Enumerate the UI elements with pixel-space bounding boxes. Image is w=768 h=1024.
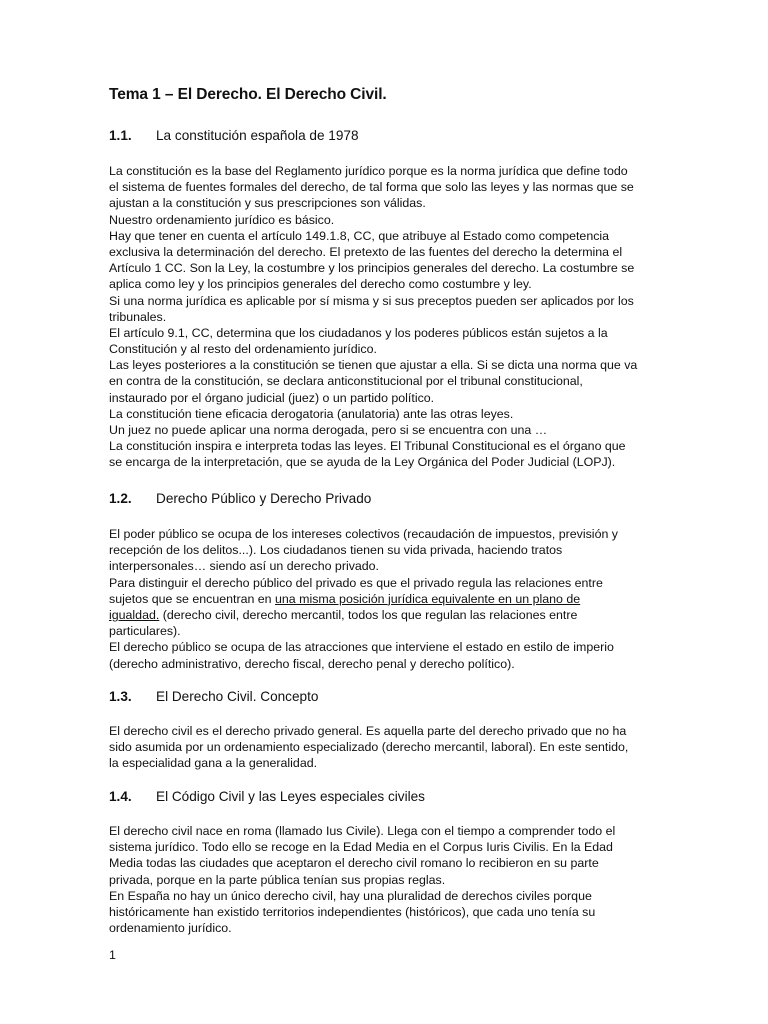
paragraph-line: ordenamiento jurídico. [109,921,232,936]
section-title: La constitución española de 1978 [156,128,359,143]
paragraph-text: sujetos que se encuentran en [109,591,276,606]
page-number: 1 [109,948,116,962]
section-body-1-3 [109,723,649,772]
paragraph-line: recepción de los delitos...). Los ciudadanos tienen su vida privada, haciendo tratos [109,543,563,558]
paragraph-line: El derecho civil es el derecho privado general. Es aquella parte del derecho privado que no ha [109,724,627,738]
paragraph-line: tribunales. [109,309,167,324]
section-title: El Derecho Civil. Concepto [156,689,319,704]
section-heading-1-3 [109,689,318,704]
paragraph-line: Media todas las ciudades que aceptaron el derecho civil romano lo recibieron en su parte [109,856,599,871]
section-heading-1-1 [109,128,359,143]
paragraph-line: se encarga de la interpretación, que se ayuda de la Ley Orgánica del Poder Judicial (LOPJ). [109,455,616,470]
paragraph-line: El derecho civil nace en roma (llamado Ius Civile). Llega con el tiempo a comprender todo el [109,824,616,838]
paragraph-line: El artículo 9.1, CC, determina que los ciudadanos y los poderes públicos están sujetos a la [109,325,608,340]
paragraph-line: el sistema de fuentes formales del derecho, de tal forma que solo las leyes y las normas que se [109,180,634,195]
paragraph-line: históricamente han existido territorios independientes (históricos), que cada uno tenía su [109,904,596,919]
paragraph-line-mixed [109,591,649,607]
paragraph-line: El poder público se ocupa de los intereses colectivos (recaudación de impuestos, previsión y [109,527,618,541]
paragraph-line: en contra de la constitución, se declara anticonstitucional por el tribunal constitucional, [109,374,583,389]
paragraph-line: La constitución tiene eficacia derogatoria (anulatoria) ante las otras leyes. [109,406,514,421]
section-body-1-4 [109,823,649,936]
paragraph-line: exclusiva la determinación del derecho. El pretexto de las fuentes del derecho la determina el [109,244,623,259]
paragraph-line: sistema jurídico. Todo ello se recoge en la Edad Media en el Corpus Iuris Civilis. En la Edad [109,840,613,855]
paragraph-line: particulares). [109,624,181,639]
paragraph-line: El derecho público se ocupa de las atracciones que interviene el estado en estilo de imperio [109,640,614,655]
section-number: 1.3. [109,689,132,704]
underlined-text: igualdad. [109,607,160,622]
paragraph-line: Un juez no puede aplicar una norma derogada, pero si se encuentra con una … [109,423,548,437]
section-heading-1-4 [109,789,425,804]
section-heading-1-2 [109,491,371,506]
paragraph-line: Hay que tener en cuenta el artículo 149.1.8, CC, que atribuye al Estado como competencia [109,228,610,243]
paragraph-line: La constitución inspira e interpreta todas las leyes. El Tribunal Constitucional es el órgano que [109,439,626,454]
paragraph-text: (derecho civil, derecho mercantil, todos los que regulan las relaciones entre [159,607,578,622]
underlined-text: una misma posición jurídica equivalente en un plano de [275,591,581,606]
paragraph-line: privada, porque en la parte pública tenían sus propias reglas. [109,872,446,887]
section-title: Derecho Público y Derecho Privado [156,491,372,506]
paragraph-line: la especialidad gana a la generalidad. [109,756,318,771]
paragraph-line: Las leyes posteriores a la constitución se tienen que ajustar a ella. Si se dicta una norma que va [109,358,638,373]
paragraph-line: ajustan a la constitución y sus prescripciones son válidas. [109,196,426,211]
paragraph-line: Artículo 1 CC. Son la Ley, la costumbre y los principios generales del derecho. La costumbre se [109,261,635,276]
section-number: 1.2. [109,491,132,506]
paragraph-line: Constitución y al resto del ordenamiento jurídico. [109,342,377,357]
paragraph-line: aplica como ley y los principios generales del derecho como costumbre y ley. [109,277,532,292]
paragraph-line: En España no hay un único derecho civil, hay una pluralidad de derechos civiles porque [109,888,592,903]
paragraph-line: instaurado por el órgano judicial (juez) o un partido político. [109,390,435,405]
document-title: Tema 1 – El Derecho. El Derecho Civil. [109,86,387,103]
section-number: 1.4. [109,789,132,804]
paragraph-line: interpersonales… siendo así un derecho privado. [109,559,380,574]
paragraph-line: Para distinguir el derecho público del privado es que el privado regula las relaciones entre [109,575,603,590]
paragraph-line: Nuestro ordenamiento jurídico es básico. [109,212,335,227]
paragraph-line: (derecho administrativo, derecho fiscal, derecho penal y derecho político). [109,656,515,671]
section-title: El Código Civil y las Leyes especiales civiles [156,789,425,804]
paragraph-line-mixed [109,607,649,623]
paragraph-line: Si una norma jurídica es aplicable por sí misma y si sus preceptos pueden ser aplicados por los [109,293,634,308]
section-body-1-1 [109,163,649,471]
section-body-1-2 [109,526,649,672]
paragraph-line: La constitución es la base del Reglamento jurídico porque es la norma jurídica que define todo [109,164,628,178]
paragraph-line: sido asumida por un ordenamiento especializado (derecho mercantil, laboral). En este sentido, [109,740,629,755]
section-number: 1.1. [109,128,132,143]
